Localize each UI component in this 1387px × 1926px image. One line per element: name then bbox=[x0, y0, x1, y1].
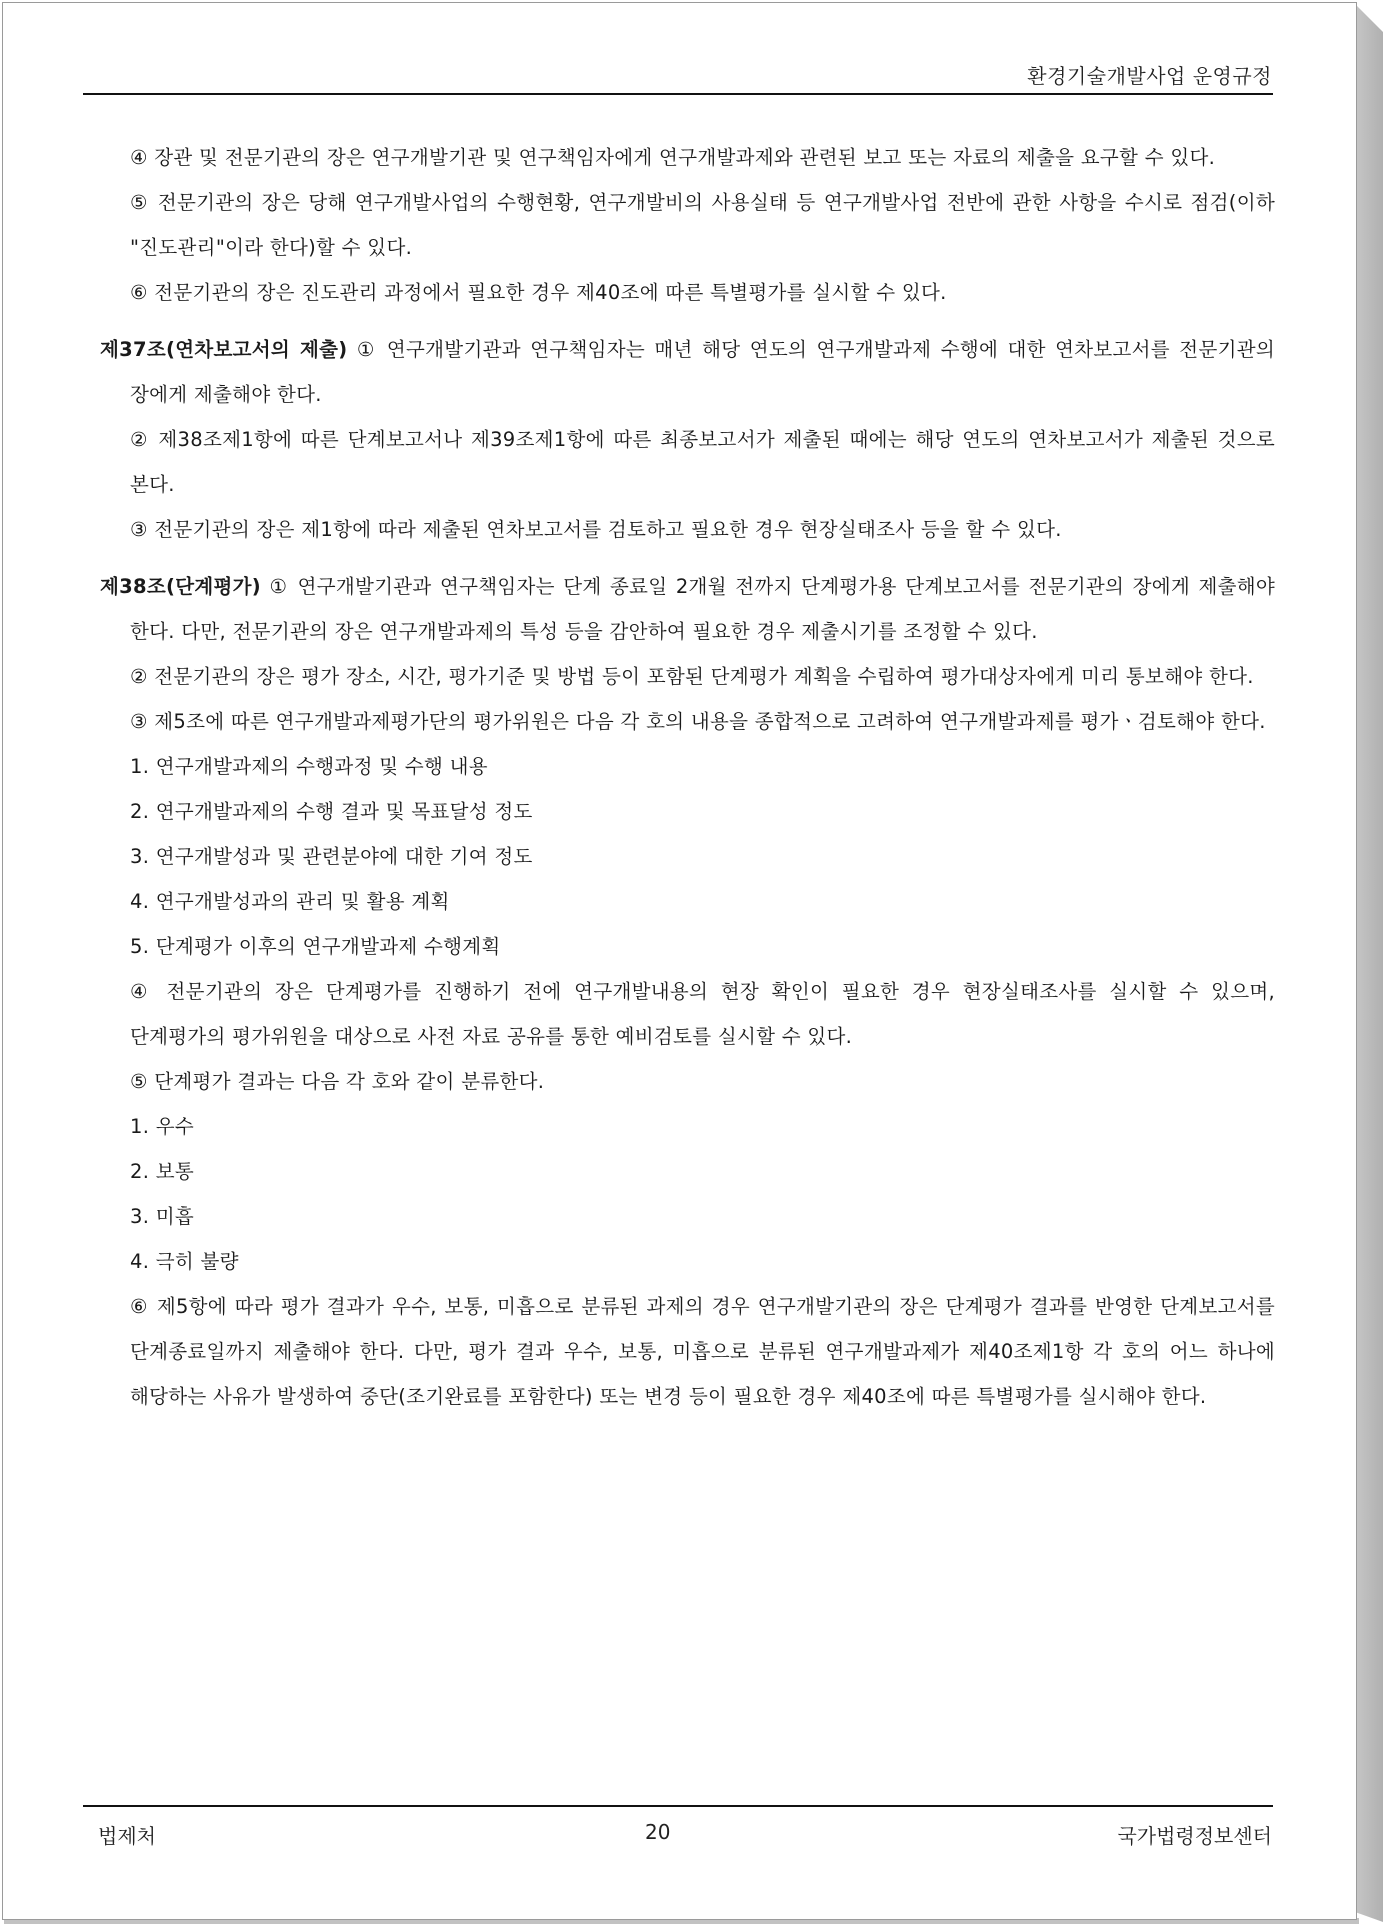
document-body bbox=[100, 135, 1275, 1419]
footer-publisher: 법제처 bbox=[98, 1824, 156, 1848]
header-title: 환경기술개발사업 운영규정 bbox=[1027, 64, 1272, 88]
page-fold-shadow bbox=[1355, 4, 1383, 1922]
footer-source: 국가법령정보센터 bbox=[1117, 1824, 1272, 1848]
article-38-heading: 제38조(단계평가) bbox=[100, 575, 261, 598]
list-item: 4. 연구개발성과의 관리 및 활용 계획 bbox=[130, 890, 450, 913]
article-38-paragraph-1 bbox=[100, 564, 1275, 654]
paragraph-4: ④ 장관 및 전문기관의 장은 연구개발기관 및 연구책임자에게 연구개발과제와 관련된 보고 또는 자료의 제출을 요구할 수 있다. bbox=[130, 146, 1216, 169]
spacer bbox=[100, 552, 1275, 564]
article-38-paragraph-6: ⑥ 제5항에 따라 평가 결과가 우수, 보통, 미흡으로 분류된 과제의 경우 연구개발기관의 장은 단계평가 결과를 반영한 단계보고서를 단계종료일까지 제출해야 한다. 다만, 평가 결과 우수, 보통, 미흡으로 분류된 연구개발과제가 제40조제1항 각 호의 어느 하나에 해당하는 사유가 발생하여 중단(조기완료를 포함한다) 또는 변경 등이 필요한 경우 제40조에 따른 특별평가를 실시해야 한다. bbox=[130, 1295, 1275, 1408]
article-38-paragraph-5: ⑤ 단계평가 결과는 다음 각 호와 같이 분류한다. bbox=[130, 1070, 545, 1093]
article-37-paragraph-2: ② 제38조제1항에 따른 단계보고서나 제39조제1항에 따른 최종보고서가 제출된 때에는 해당 연도의 연차보고서가 제출된 것으로 본다. bbox=[130, 428, 1275, 496]
article-37-heading: 제37조(연차보고서의 제출) bbox=[100, 338, 348, 361]
article-38-paragraph-3: ③ 제5조에 따른 연구개발과제평가단의 평가위원은 다음 각 호의 내용을 종합적으로 고려하여 연구개발과제를 평가ㆍ검토해야 한다. bbox=[130, 710, 1266, 733]
list-item: 2. 연구개발과제의 수행 결과 및 목표달성 정도 bbox=[130, 800, 533, 823]
article-37-paragraph-1 bbox=[100, 327, 1275, 417]
list-item: 5. 단계평가 이후의 연구개발과제 수행계획 bbox=[130, 935, 501, 958]
paragraph-6: ⑥ 전문기관의 장은 진도관리 과정에서 필요한 경우 제40조에 따른 특별평가를 실시할 수 있다. bbox=[130, 281, 947, 304]
article-37-p1-text: ① 연구개발기관과 연구책임자는 매년 해당 연도의 연구개발과제 수행에 대한 연차보고서를 전문기관의 장에게 제출해야 한다. bbox=[130, 338, 1275, 406]
list-item: 3. 미흡 bbox=[130, 1205, 194, 1228]
article-38-paragraph-2: ② 전문기관의 장은 평가 장소, 시간, 평가기준 및 방법 등이 포함된 단계평가 계획을 수립하여 평가대상자에게 미리 통보해야 한다. bbox=[130, 665, 1254, 688]
article-37-paragraph-3: ③ 전문기관의 장은 제1항에 따라 제출된 연차보고서를 검토하고 필요한 경우 현장실태조사 등을 할 수 있다. bbox=[130, 518, 1062, 541]
list-item: 2. 보통 bbox=[130, 1160, 194, 1183]
article-38-paragraph-4: ④ 전문기관의 장은 단계평가를 진행하기 전에 연구개발내용의 현장 확인이 필요한 경우 현장실태조사를 실시할 수 있으며, 단계평가의 평가위원을 대상으로 사전 자료 공유를 통한 예비검토를 실시할 수 있다. bbox=[130, 980, 1275, 1048]
list-item: 4. 극히 불량 bbox=[130, 1250, 239, 1273]
article-38-p1-text: ① 연구개발기관과 연구책임자는 단계 종료일 2개월 전까지 단계평가용 단계보고서를 전문기관의 장에게 제출해야 한다. 다만, 전문기관의 장은 연구개발과제의 특성 등을 감안하여 필요한 경우 제출시기를 조정할 수 있다. bbox=[130, 575, 1276, 643]
header-rule bbox=[83, 93, 1273, 95]
list-item: 1. 우수 bbox=[130, 1115, 194, 1138]
spacer bbox=[100, 315, 1275, 327]
page-number: 20 bbox=[645, 1820, 671, 1844]
footer-rule bbox=[83, 1805, 1273, 1807]
paragraph-5: ⑤ 전문기관의 장은 당해 연구개발사업의 수행현황, 연구개발비의 사용실태 등 연구개발사업 전반에 관한 사항을 수시로 점검(이하 "진도관리"이라 한다)할 수 있다. bbox=[130, 191, 1275, 259]
list-item: 1. 연구개발과제의 수행과정 및 수행 내용 bbox=[130, 755, 488, 778]
list-item: 3. 연구개발성과 및 관련분야에 대한 기여 정도 bbox=[130, 845, 533, 868]
